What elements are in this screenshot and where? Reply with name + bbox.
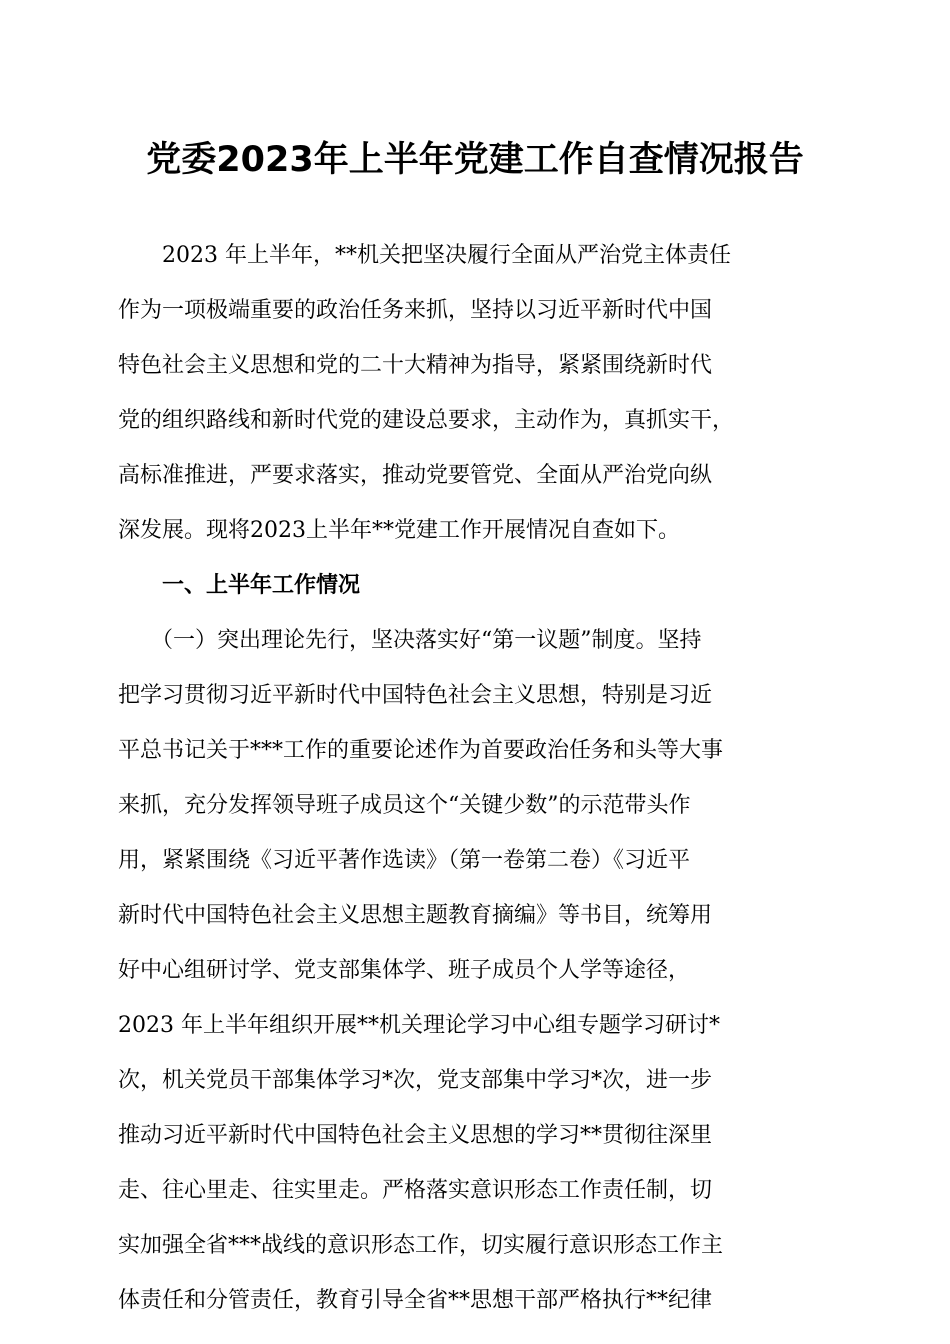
paragraph-line: （一）突出理论先行，坚决落实好“第一议题”制度。坚持 — [118, 628, 702, 653]
document-title: 党委2023年上半年党建工作自查情况报告 — [146, 140, 804, 180]
section-heading: 一、上半年工作情况 — [118, 573, 361, 598]
document-body — [118, 228, 830, 1328]
paragraph-line: 深发展。现将2023上半年**党建工作开展情况自查如下。 — [118, 518, 680, 543]
paragraph-line: 新时代中国特色社会主义思想主题教育摘编》等书目，统筹用 — [118, 903, 713, 928]
paragraph-line: 2023 年上半年，**机关把坚决履行全面从严治党主体责任 — [118, 243, 731, 268]
paragraph-line: 来抓，充分发挥领导班子成员这个“关键少数”的示范带头作 — [118, 793, 691, 818]
paragraph-line: 2023 年上半年组织开展**机关理论学习中心组专题学习研讨* — [118, 1013, 720, 1038]
paragraph-line: 走、往心里走、往实里走。严格落实意识形态工作责任制，切 — [118, 1178, 713, 1203]
paragraph-line: 推动习近平新时代中国特色社会主义思想的学习**贯彻往深里 — [118, 1123, 713, 1148]
paragraph-line: 平总书记关于***工作的重要论述作为首要政治任务和头等大事 — [118, 738, 724, 763]
paragraph-line: 党的组织路线和新时代党的建设总要求，主动作为，真抓实干， — [118, 408, 735, 433]
paragraph-line: 好中心组研讨学、党支部集体学、班子成员个人学等途径， — [118, 958, 691, 983]
paragraph-line: 实加强全省***战线的意识形态工作，切实履行意识形态工作主 — [118, 1233, 724, 1258]
paragraph-line: 作为一项极端重要的政治任务来抓，坚持以习近平新时代中国 — [118, 298, 713, 323]
paragraph-line: 高标准推进，严要求落实，推动党要管党、全面从严治党向纵 — [118, 463, 713, 488]
paragraph-line: 把学习贯彻习近平新时代中国特色社会主义思想，特别是习近 — [118, 683, 713, 708]
paragraph-line: 体责任和分管责任，教育引导全省**思想干部严格执行**纪律 — [118, 1288, 713, 1313]
paragraph-line: 特色社会主义思想和党的二十大精神为指导，紧紧围绕新时代 — [118, 353, 713, 378]
paragraph-line: 次，机关党员干部集体学习*次，党支部集中学习*次，进一步 — [118, 1068, 713, 1093]
paragraph-line: 用，紧紧围绕《习近平著作选读》（第一卷第二卷）《习近平 — [118, 848, 691, 873]
